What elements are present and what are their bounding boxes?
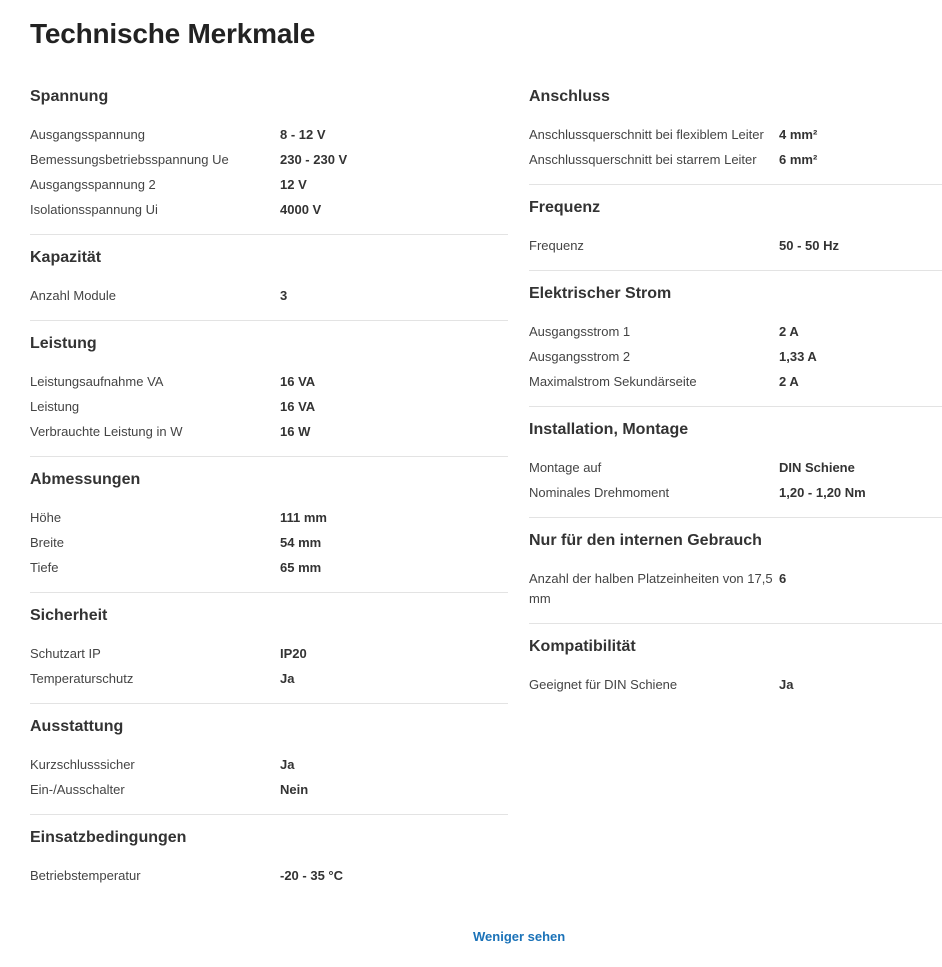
spec-row [30,533,508,553]
spec-row [30,508,508,528]
section-title: Installation, Montage [529,421,689,438]
spec-value: 8 - 12 V [280,127,326,142]
spec-label: Nominales Drehmoment [529,485,670,500]
spec-label: Leistung [30,399,80,414]
spec-section [30,469,508,593]
spec-label: Verbrauchte Leistung in W [30,424,183,439]
specs-column-left [30,86,508,912]
spec-label: Schutzart IP [30,646,101,661]
spec-row [30,175,508,195]
spec-rows [529,458,942,503]
spec-value: 4 mm² [779,127,818,142]
section-title: Ausstattung [30,718,124,735]
spec-label: Isolationsspannung Ui [30,202,158,217]
spec-row [30,644,508,664]
spec-row [529,322,942,342]
spec-rows [529,322,942,392]
spec-section [30,827,508,900]
spec-row [30,422,508,442]
spec-row [30,150,508,170]
spec-row [529,483,942,503]
section-title: Sicherheit [30,607,108,624]
spec-label: Montage auf [529,460,602,475]
section-title: Elektrischer Strom [529,285,672,302]
spec-value: 6 mm² [779,152,818,167]
spec-label: Anschlussquerschnitt bei starrem Leiter [529,152,757,167]
spec-label: Ausgangsstrom 1 [529,324,631,339]
spec-label: Höhe [30,510,62,525]
spec-label: Anzahl der halben Platzeinheiten von 17,5 mm [529,571,773,606]
section-title: Frequenz [529,199,601,216]
section-title: Anschluss [529,88,610,105]
spec-row [30,200,508,220]
spec-rows [30,286,508,306]
spec-section [30,333,508,457]
spec-value: 2 A [779,324,799,339]
spec-section [30,716,508,815]
spec-label: Breite [30,535,64,550]
spec-row [529,569,942,609]
spec-rows [30,644,508,689]
spec-row [529,372,942,392]
spec-rows [529,569,942,609]
section-title: Leistung [30,335,97,352]
section-title: Abmessungen [30,471,141,488]
spec-section [30,605,508,704]
spec-row [529,125,942,145]
section-title: Kompatibilität [529,638,636,655]
spec-value: 65 mm [280,560,322,575]
spec-label: Ausgangsspannung 2 [30,177,156,192]
spec-value: 16 VA [280,374,316,389]
spec-rows [30,508,508,578]
spec-rows [30,125,508,220]
spec-row [30,558,508,578]
spec-label: Betriebstemperatur [30,868,141,883]
spec-section [30,247,508,321]
spec-value: 6 [779,571,787,586]
spec-label: Leistungsaufnahme VA [30,374,164,389]
spec-label: Ausgangsstrom 2 [529,349,631,364]
spec-rows [529,125,942,170]
spec-label: Ausgangsspannung [30,127,145,142]
spec-row [529,236,942,256]
spec-row [30,397,508,417]
spec-value: 16 VA [280,399,316,414]
section-title: Nur für den internen Gebrauch [529,532,762,549]
spec-value: 2 A [779,374,799,389]
spec-row [529,458,942,478]
spec-value: Ja [779,677,794,692]
spec-row [30,669,508,689]
spec-value: 12 V [280,177,307,192]
spec-section [529,636,942,709]
spec-value: 1,20 - 1,20 Nm [779,485,866,500]
spec-row [30,755,508,775]
spec-value: Ja [280,757,295,772]
spec-section [30,86,508,235]
spec-value: 4000 V [280,202,322,217]
spec-label: Maximalstrom Sekundärseite [529,374,697,389]
spec-label: Anschlussquerschnitt bei flexiblem Leiter [529,127,764,142]
spec-label: Ein-/Ausschalter [30,782,125,797]
spec-rows [529,675,942,695]
spec-section [529,530,942,624]
spec-row [30,866,508,886]
spec-rows [30,372,508,442]
spec-rows [529,236,942,256]
section-title: Einsatzbedingungen [30,829,187,846]
spec-label: Frequenz [529,238,584,253]
spec-value: 50 - 50 Hz [779,238,839,253]
spec-row [529,347,942,367]
spec-value: IP20 [280,646,307,661]
section-title: Spannung [30,88,109,105]
spec-value: 16 W [280,424,311,439]
spec-label: Tiefe [30,560,59,575]
spec-value: DIN Schiene [779,460,855,475]
spec-value: Nein [280,782,309,797]
spec-rows [30,866,508,886]
spec-rows [30,755,508,800]
spec-value: -20 - 35 °C [280,868,344,883]
spec-value: 1,33 A [779,349,817,364]
spec-section [529,419,942,518]
spec-value: 230 - 230 V [280,152,348,167]
spec-section [529,86,942,185]
spec-row [30,780,508,800]
spec-row [30,125,508,145]
spec-row [529,150,942,170]
spec-value: 3 [280,288,288,303]
spec-label: Anzahl Module [30,288,116,303]
see-less-button[interactable]: Weniger sehen [473,929,566,944]
spec-label: Geeignet für DIN Schiene [529,677,678,692]
spec-label: Temperaturschutz [30,671,134,686]
spec-row [30,372,508,392]
spec-section [529,283,942,407]
section-title: Kapazität [30,249,102,266]
spec-label: Kurzschlusssicher [30,757,135,772]
spec-value: 54 mm [280,535,322,550]
spec-value: 111 mm [280,510,327,525]
page-title: Technische Merkmale [30,18,316,49]
spec-section [529,197,942,271]
spec-value: Ja [280,671,295,686]
spec-row [529,675,942,695]
specs-column-right [529,86,942,721]
spec-label: Bemessungsbetriebsspannung Ue [30,152,229,167]
spec-row [30,286,508,306]
